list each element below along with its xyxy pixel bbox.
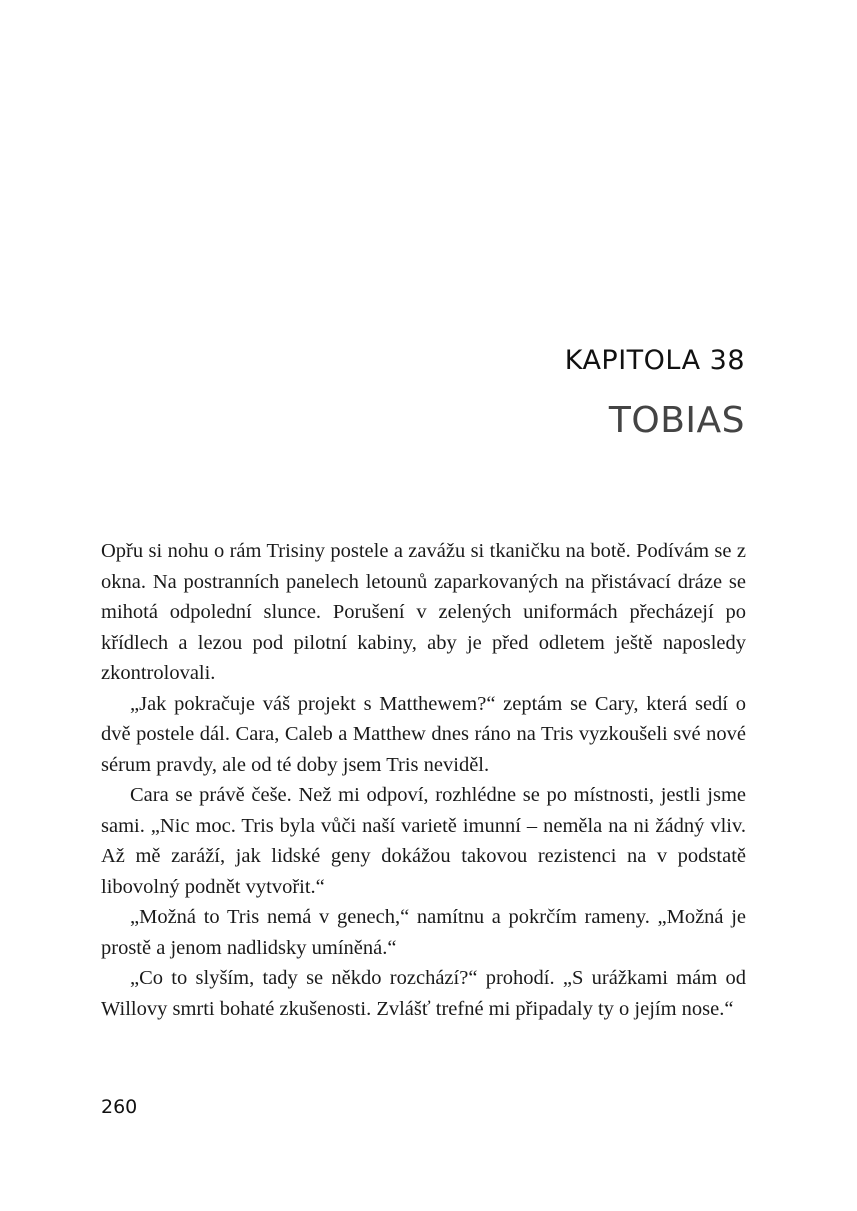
chapter-label: KAPITOLA 38 — [564, 345, 745, 376]
paragraph: Opřu si nohu o rám Trisiny postele a zavážu si tkaničku na botě. Podívám se z okna. Na postranních panelech letounů zaparkovaných na přistávací dráze se mihotá odpolední slunce. Porušení v zelených uniformách přecházejí po křídlech a lezou pod pilotní kabiny, aby je před odletem ještě naposledy zkontrolovali. — [101, 540, 746, 684]
paragraph: „Možná to Tris nemá v genech,“ namítnu a pokrčím rameny. „Možná je prostě a jenom nadlidsky umíněná.“ — [101, 906, 746, 959]
paragraph: „Jak pokračuje váš projekt s Matthewem?“ zeptám se Cary, která sedí o dvě postele dál. Cara, Caleb a Matthew dnes ráno na Tris vyzkoušeli své nové sérum pravdy, ale od té doby jsem Tris neviděl. — [101, 692, 746, 776]
body-text — [101, 536, 746, 1024]
chapter-title: TOBIAS — [608, 400, 745, 441]
paragraph: Cara se právě češe. Než mi odpoví, rozhlédne se po místnosti, jestli jsme sami. „Nic moc. Tris byla vůči naší varietě imunní – neměla na ni žádný vliv. Až mě zaráží, jak lidské geny dokážou takovou rezistenci na v podstatě libovolný podnět vytvořit.“ — [101, 784, 746, 898]
page-number: 260 — [101, 1096, 138, 1118]
paragraph: „Co to slyším, tady se někdo rozchází?“ prohodí. „S urážkami mám od Willovy smrti bohaté zkušenosti. Zvlášť trefné mi připadaly ty o jejím nose.“ — [101, 967, 746, 1020]
